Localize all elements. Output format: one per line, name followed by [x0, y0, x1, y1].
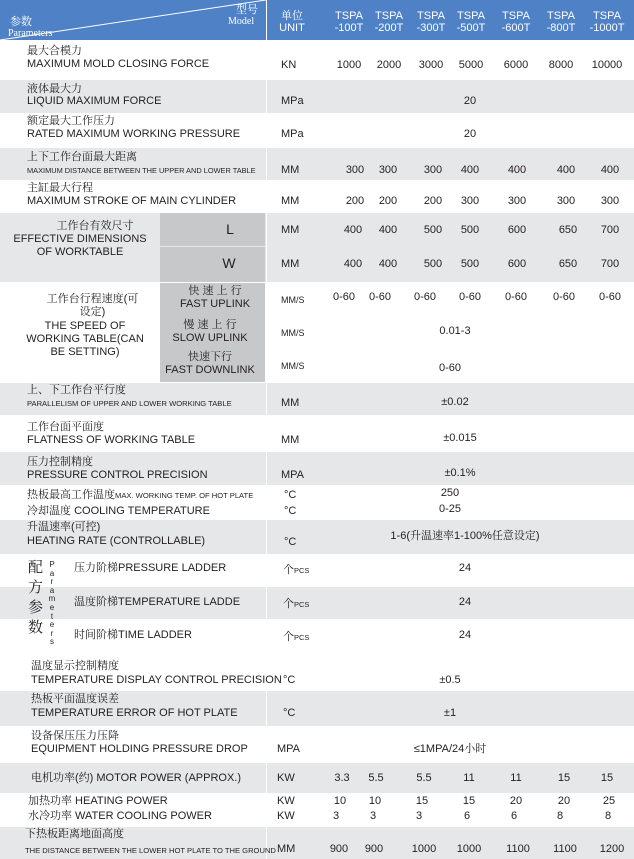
r21-v7: 1200	[599, 843, 625, 855]
r6-w1: 400	[343, 258, 363, 270]
r14-group-cn: 配 方 参 数	[28, 559, 44, 636]
r5-cn: 主缸最大行程	[27, 182, 93, 194]
r2-en: LIQUID MAXIMUM FORCE	[27, 95, 162, 107]
r19-v2: 10	[368, 795, 382, 807]
model-col-300t: TSPA -300T	[416, 10, 446, 34]
r5-v3: 200	[423, 195, 443, 207]
row-sep	[0, 180, 634, 181]
row-sep	[0, 826, 634, 827]
r8-value: ±0.02	[441, 396, 469, 408]
r4-v2: 300	[378, 164, 398, 176]
r7-fast-down-unit: MM/S	[281, 361, 305, 371]
r14-pressure-value: 24	[458, 562, 472, 574]
r20-v6: 8	[556, 810, 564, 822]
r21-unit: MM	[277, 843, 296, 855]
r6-en1: EFFECTIVE DIMENSIONS	[13, 233, 147, 245]
r20-unit: KW	[277, 810, 295, 822]
r14-pressure-label: 压力阶梯PRESSURE LADDER	[74, 562, 227, 574]
r21-v4: 1000	[456, 843, 482, 855]
r4-v7: 400	[600, 164, 620, 176]
r5-unit: MM	[281, 195, 300, 207]
r13-en: HEATING RATE (CONTROLLABLE)	[27, 535, 206, 547]
r13-value: 1-6(升温速率1-100%任意设定)	[390, 530, 540, 542]
r7-en3: BE SETTING)	[50, 346, 120, 358]
r16-cn: 热板平面温度误差	[31, 693, 119, 705]
subcell-l	[160, 212, 265, 246]
r1-v3: 3000	[418, 59, 444, 71]
r11-unit: °C	[284, 489, 297, 501]
r5-v6: 300	[556, 195, 576, 207]
model-col-1000t: TSPA -1000T	[589, 10, 625, 34]
r8-unit: MM	[281, 397, 300, 409]
r18-v7: 15	[600, 772, 614, 784]
row-sep	[0, 79, 634, 80]
header-model-en: Model	[228, 16, 255, 27]
r1-v1: 1000	[336, 59, 362, 71]
r14-temp-label: 温度阶梯TEMPERATURE LADDE	[74, 596, 241, 608]
r6-l3: 500	[423, 224, 443, 236]
r15-en: TEMPERATURE DISPLAY CONTROL PRECISION	[31, 674, 282, 686]
row-sep	[0, 282, 634, 283]
r16-en: TEMPERATURE ERROR OF HOT PLATE	[31, 707, 238, 719]
r7-slow-up-unit: MM/S	[281, 328, 305, 338]
r9-unit: MM	[281, 434, 300, 446]
r16-unit: °C	[283, 707, 296, 719]
r6-l4: 500	[460, 224, 480, 236]
r6-w4: 500	[460, 258, 480, 270]
row-sep	[0, 147, 634, 148]
r18-v5: 11	[510, 772, 522, 784]
r1-v6: 8000	[548, 59, 574, 71]
r18-v6: 15	[557, 772, 571, 784]
row-sep	[0, 451, 634, 452]
r18-unit: KW	[277, 772, 295, 784]
r18-label: 电机功率(约) MOTOR POWER (APPROX.)	[31, 772, 242, 784]
r4-v3: 300	[423, 164, 443, 176]
r10-en: PRESSURE CONTROL PRECISION	[27, 469, 208, 481]
r4-unit: MM	[281, 164, 300, 176]
r6-sub-l: L	[226, 221, 234, 237]
r21-v6: 1100	[553, 843, 577, 855]
r19-unit: KW	[277, 795, 295, 807]
r7-fast-up-cn: 快 速 上 行	[188, 285, 242, 297]
r1-en: MAXIMUM MOLD CLOSING FORCE	[27, 58, 210, 70]
r19-label: 加热功率 HEATING POWER	[28, 795, 168, 807]
r6-unit-l: MM	[281, 224, 300, 236]
r8-en: PARALLELISM OF UPPER AND LOWER WORKING TABLE	[27, 399, 232, 408]
r12-unit: °C	[284, 505, 297, 517]
header-unit-en: UNIT	[279, 22, 305, 34]
r5-v2: 200	[378, 195, 398, 207]
r7-fast-down-value: 0-60	[438, 362, 462, 374]
r7-fast-up-unit: MM/S	[281, 295, 305, 305]
r3-unit: MPa	[281, 128, 304, 140]
r7-fu2: 0-60	[368, 291, 392, 303]
r12-value: 0-25	[438, 503, 462, 515]
row-sep	[0, 554, 634, 555]
r7-fu5: 0-60	[504, 291, 528, 303]
r6-l6: 650	[558, 224, 578, 236]
r14-time-label: 时间阶梯TIME LADDER	[74, 629, 192, 641]
r6-l5: 600	[507, 224, 527, 236]
r2-cn: 液体最大力	[27, 83, 82, 95]
r7-cn2: 设定)	[79, 306, 106, 318]
r2-value: 20	[463, 95, 477, 107]
r21-v3: 1000	[411, 843, 437, 855]
r21-v1: 900	[329, 843, 349, 855]
r1-unit: KN	[281, 59, 297, 71]
r20-v2: 3	[369, 810, 377, 822]
r6-w6: 650	[558, 258, 578, 270]
label-unit-divider	[266, 40, 267, 859]
row-sep	[0, 519, 634, 520]
r8-cn: 上、下工作台平行度	[27, 384, 126, 396]
r13-cn: 升温速率(可控)	[27, 521, 101, 533]
r7-slow-up-en: SLOW UPLINK	[172, 332, 248, 344]
row-sep	[0, 382, 634, 383]
r7-fu7: 0-60	[598, 291, 622, 303]
r9-value: ±0.015	[443, 432, 477, 444]
r18-v3: 5.5	[416, 772, 432, 784]
r15-value: ±0.5	[439, 674, 461, 686]
r7-fast-down-en: FAST DOWNLINK	[165, 364, 255, 376]
r11-cn: 热板最高工作温度MAX. WORKING TEMP. OF HOT PLATE	[27, 489, 254, 501]
header-params-cn: 参数	[10, 16, 32, 28]
r4-v4: 400	[460, 164, 480, 176]
r18-v2: 5.5	[368, 772, 384, 784]
row-sep	[0, 793, 634, 794]
r20-v7: 8	[604, 810, 612, 822]
r7-fu6: 0-60	[552, 291, 576, 303]
r20-label: 水冷功率 WATER COOLING POWER	[28, 810, 212, 822]
r1-v2: 2000	[376, 59, 402, 71]
r21-en: THE DISTANCE BETWEEN THE LOWER HOT PLATE TO THE GROUND	[25, 846, 276, 855]
row-sep	[0, 656, 634, 657]
r17-unit: MPA	[277, 743, 301, 755]
r5-v7: 300	[600, 195, 620, 207]
r3-value: 20	[463, 128, 477, 140]
r19-v4: 15	[462, 795, 476, 807]
r16-value: ±1	[443, 707, 457, 719]
r7-fast-down-cn: 快速下行	[188, 351, 232, 363]
r5-v4: 300	[460, 195, 480, 207]
r9-en: FLATNESS OF WORKING TABLE	[27, 434, 196, 446]
r21-v5: 1100	[506, 843, 530, 855]
header-params-en: Parameters	[8, 28, 53, 39]
subcell-w	[160, 247, 265, 282]
r4-v5: 400	[507, 164, 527, 176]
r13-unit: °C	[284, 536, 297, 548]
r6-en2: OF WORKTABLE	[36, 246, 124, 258]
r1-cn: 最大合模力	[27, 45, 82, 57]
r3-en: RATED MAXIMUM WORKING PRESSURE	[27, 128, 241, 140]
r20-v1: 3	[332, 810, 340, 822]
r17-value: ≤1MPA/24小时	[413, 743, 487, 755]
r4-v1: 300	[345, 164, 365, 176]
r14-group-en: P a r a m e t e r s	[48, 560, 56, 647]
r21-cn: 下热板距离地面高度	[25, 828, 124, 840]
r2-unit: MPa	[281, 95, 304, 107]
r19-v1: 10	[333, 795, 347, 807]
r7-en1: THE SPEED OF	[44, 320, 126, 332]
r6-l7: 700	[600, 224, 620, 236]
r15-unit: °C	[283, 674, 296, 686]
model-col-500t: TSPA -500T	[456, 10, 486, 34]
r5-v5: 300	[507, 195, 527, 207]
r6-sub-w: W	[222, 255, 236, 271]
row-sep	[0, 726, 634, 727]
row-sep	[0, 762, 634, 763]
r7-slow-up-value: 0.01-3	[439, 325, 471, 337]
r5-v1: 200	[345, 195, 365, 207]
r20-v5: 6	[510, 810, 518, 822]
r7-fu3: 0-60	[413, 291, 437, 303]
model-col-800t: TSPA -800T	[546, 10, 576, 34]
r14-temp-value: 24	[458, 596, 472, 608]
r6-unit-w: MM	[281, 258, 300, 270]
r7-fast-up-en: FAST UPLINK	[179, 298, 251, 310]
r1-v7: 10000	[591, 59, 623, 71]
r10-value: ±0.1%	[444, 467, 476, 479]
r20-v4: 6	[463, 810, 471, 822]
r6-l1: 400	[343, 224, 363, 236]
r7-fu4: 0-60	[458, 291, 482, 303]
row-sep	[0, 212, 634, 213]
r7-fu1: 0-60	[332, 291, 356, 303]
r20-v3: 3	[415, 810, 423, 822]
r14-temp-unit: 个PCS	[283, 598, 310, 610]
r6-cn: 工作台有效尺寸	[56, 220, 134, 232]
r4-cn: 上下工作台面最大距离	[27, 151, 137, 163]
r1-v4: 5000	[458, 59, 484, 71]
r19-v7: 25	[602, 795, 616, 807]
r6-w5: 600	[507, 258, 527, 270]
r9-cn: 工作台面平面度	[27, 421, 104, 433]
r5-en: MAXIMUM STROKE OF MAIN CYLINDER	[27, 195, 237, 207]
model-col-100t: TSPA -100T	[334, 10, 364, 34]
r11-value: 250	[440, 487, 460, 499]
r1-v5: 6000	[503, 59, 529, 71]
header-model-cn: 型号	[236, 4, 258, 16]
r19-v3: 15	[415, 795, 429, 807]
row-sep	[0, 113, 634, 114]
r7-slow-up-cn: 慢 速 上 行	[183, 319, 237, 331]
header-unit-cn: 单位	[281, 10, 303, 22]
r12-label: 冷却温度 COOLING TEMPERATURE	[27, 505, 210, 517]
r14-pressure-unit: 个PCS	[283, 564, 310, 576]
r4-en: MAXIMUM DISTANCE BETWEEN THE UPPER AND LOWER TABLE	[27, 166, 256, 175]
r7-en2: WORKING TABLE(CAN	[26, 333, 144, 345]
r6-w7: 700	[600, 258, 620, 270]
r6-w2: 400	[378, 258, 398, 270]
r6-w3: 500	[423, 258, 443, 270]
row-sep	[0, 415, 634, 416]
r7-cn1: 工作台行程速度(可	[46, 293, 139, 305]
model-col-600t: TSPA -600T	[501, 10, 531, 34]
r21-v2: 900	[364, 843, 384, 855]
r14-time-value: 24	[458, 629, 472, 641]
r19-v5: 20	[509, 795, 523, 807]
r17-en: EQUIPMENT HOLDING PRESSURE DROP	[31, 743, 248, 755]
r18-v1: 3.3	[334, 772, 350, 784]
r3-cn: 额定最大工作压力	[27, 115, 115, 127]
r18-v4: 11	[463, 772, 475, 784]
r14-time-unit: 个PCS	[283, 631, 310, 643]
r19-v6: 20	[557, 795, 571, 807]
r10-cn: 压力控制精度	[27, 456, 93, 468]
r4-v6: 400	[556, 164, 576, 176]
header-divider	[266, 0, 267, 40]
r10-unit: MPA	[281, 469, 305, 481]
row-sep	[0, 690, 634, 691]
r15-cn: 温度显示控制精度	[31, 660, 119, 672]
model-col-200t: TSPA -200T	[374, 10, 404, 34]
r6-l2: 400	[378, 224, 398, 236]
r17-cn: 设备保压压力压降	[31, 730, 119, 742]
